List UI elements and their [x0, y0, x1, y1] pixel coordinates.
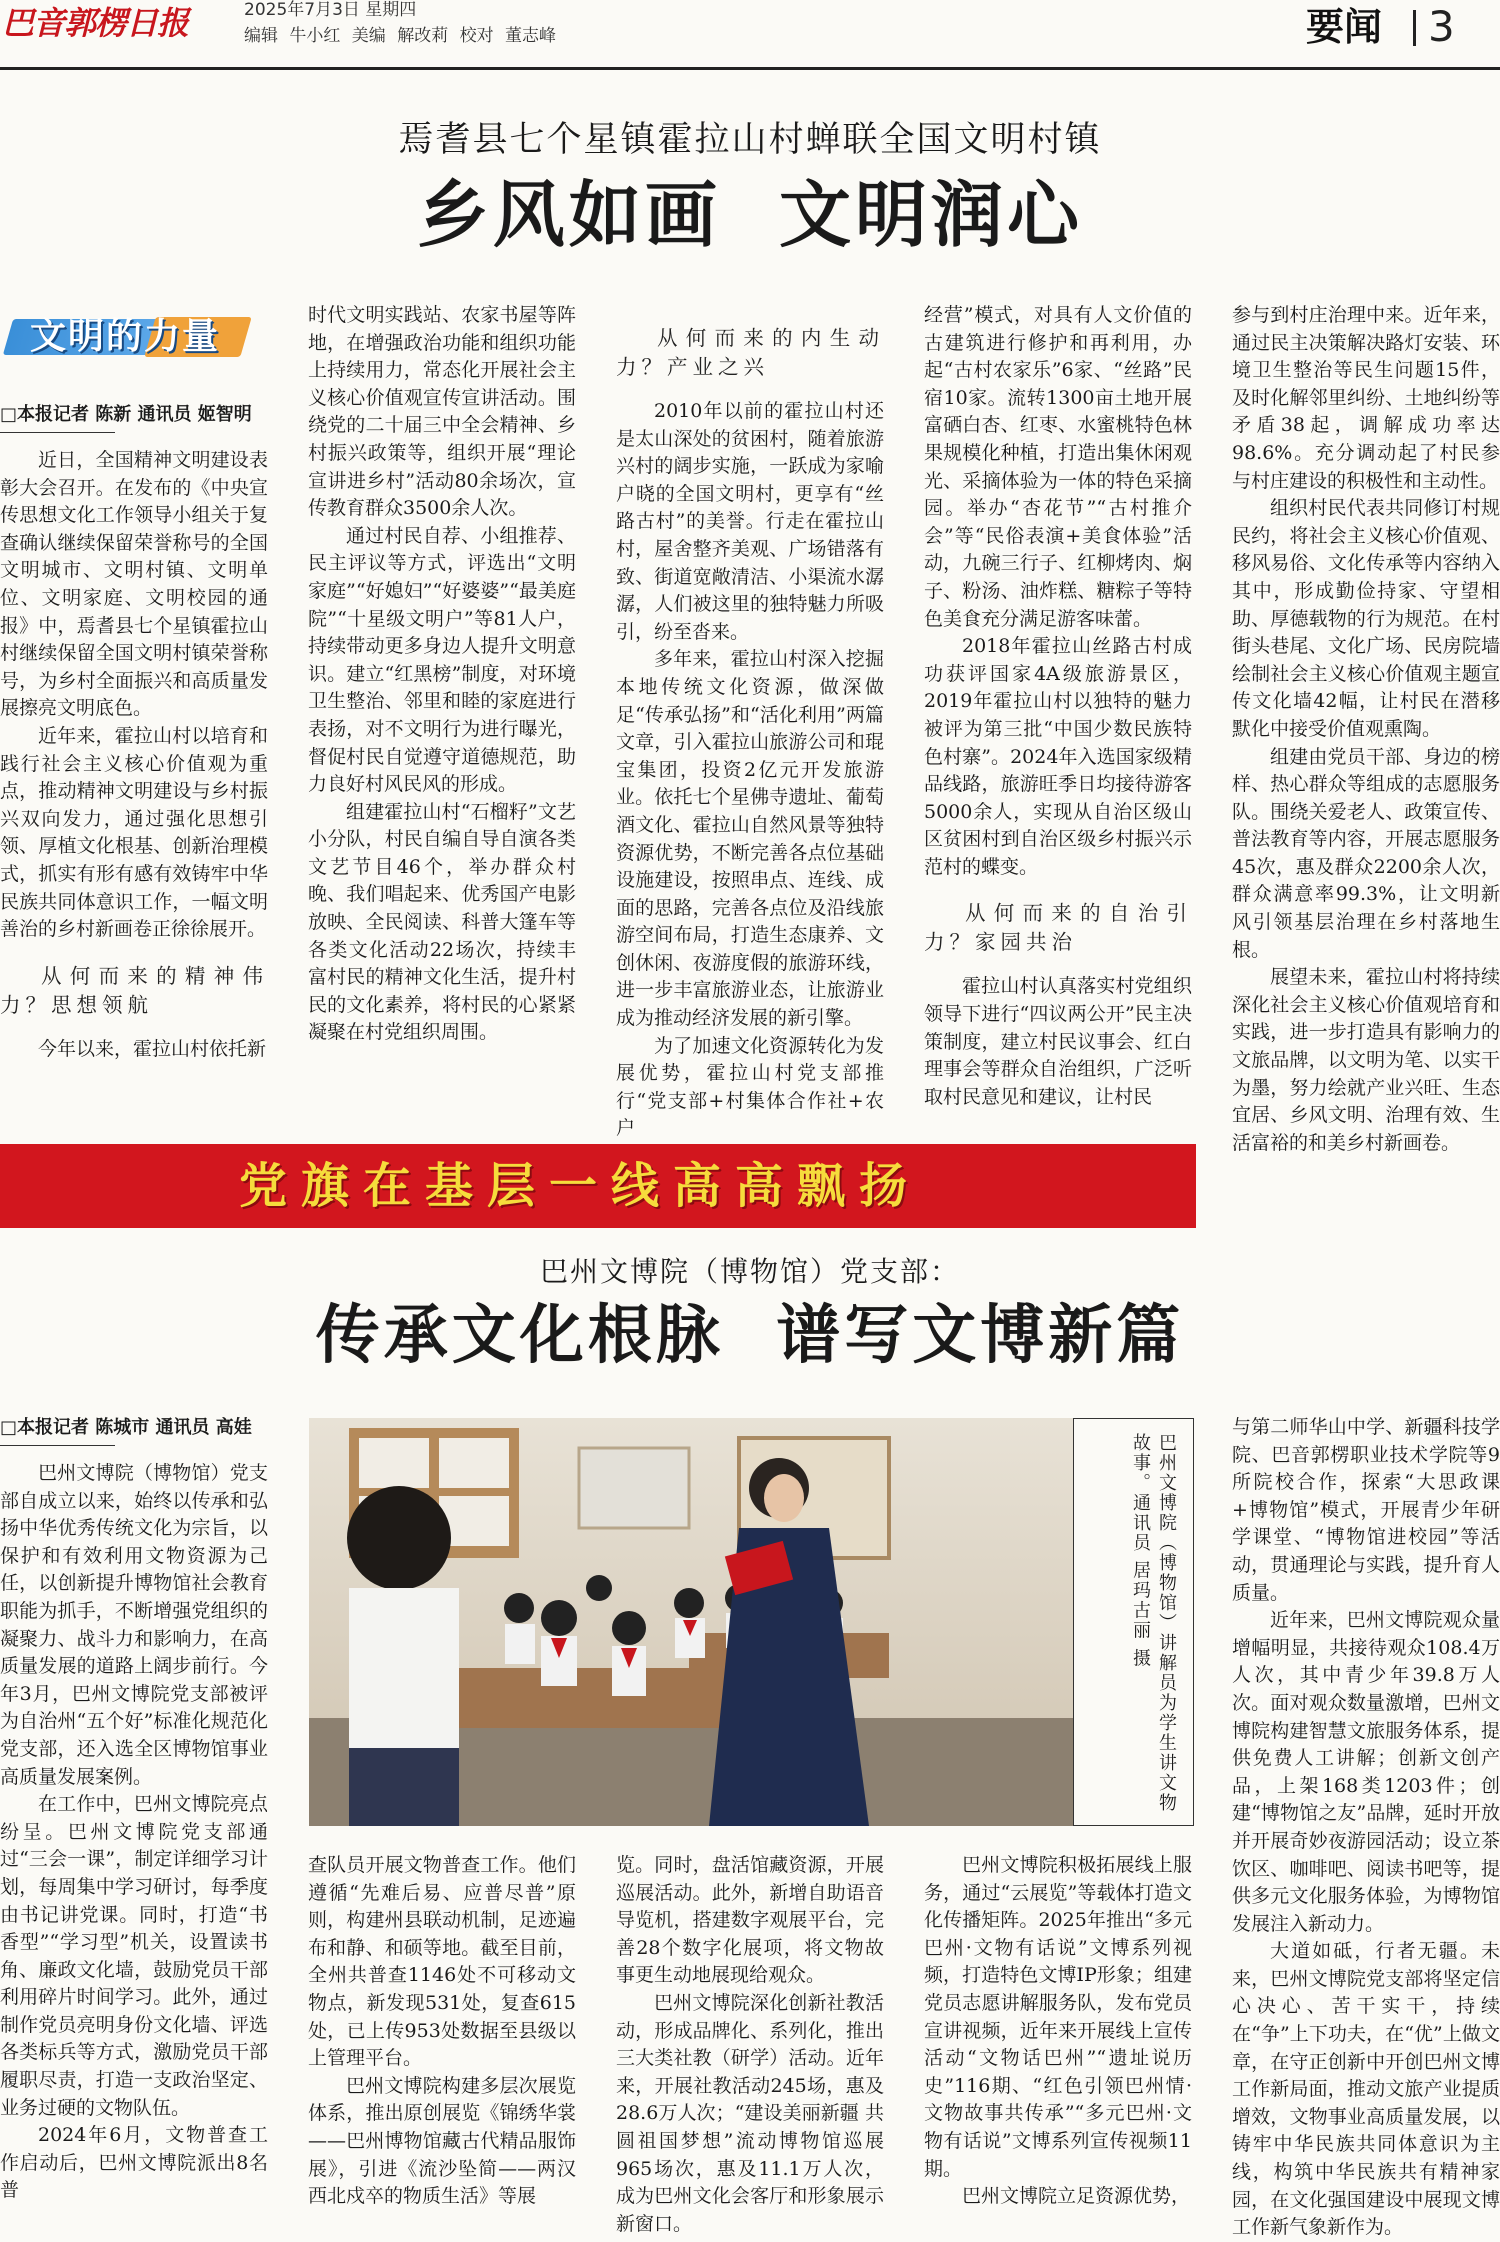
masthead [0, 0, 1500, 70]
page-number: 3 [1428, 2, 1455, 51]
article1-headline: 乡风如画 文明润心 [416, 173, 1084, 257]
paragraph: 巴州文博院构建多层次展览体系，推出原创展览《锦绣华裳——巴州博物馆藏古代精品服饰展》，引进《流沙坠简——两汉西北戍卒的物质生活》等展 [308, 2074, 576, 2208]
article1-byline: □本报记者 陈新 通讯员 姬智明 [0, 404, 252, 425]
party-banner [0, 1144, 1196, 1228]
issue-date: 2025年7月3日 星期四 [244, 0, 417, 20]
article2-column-1 [0, 1414, 268, 2202]
paragraph: 经营”模式，对具有人文价值的古建筑进行修护和再利用，办起“古村农家乐”6家、“丝路”民宿10家。流转1300亩土地开展富硒白杏、红枣、水蜜桃特色林果规模化种植，打造出集休闲观光、采摘体验为一体的特色采摘园。举办“杏花节”“古村推介会”等“民俗表演+美食体验”活动，九碗三行子、红柳烤肉、焖子、粉汤、油炸糕、糖粽子等特色美食充分满足游客味蕾。 [924, 304, 1192, 630]
museum-lecture-photo [309, 1418, 1073, 1826]
article1-subheading-2: 从何而来的内生动力？产业之兴 [616, 326, 884, 379]
paragraph: 2018年霍拉山丝路古村成功获评国家4A级旅游景区，2019年霍拉山村以独特的魅力被评为第三批“中国少数民族特色村寨”。2024年入选国家级精品线路，旅游旺季日均接待游客5000余人，实现从自治区级山区贫困村到自治区级乡村振兴示范村的蝶变。 [924, 635, 1192, 878]
article2-column-3 [616, 1852, 884, 2235]
paragraph: 巴州文博院深化创新社教活动，形成品牌化、系列化，推出三大类社教（研学）活动。近年来，开展社教活动245场，惠及28.6万人次；“建设美丽新疆 共圆祖国梦想”流动博物馆巡展965场次，惠及11.1万人次，成为巴州文化会客厅和形象展示新窗口。 [616, 1991, 884, 2235]
paragraph: 组织村民代表共同修订村规民约，将社会主义核心价值观、移风易俗、文化传承等内容纳入其中，形成勤俭持家、守望相助、厚德载物的行为规范。在村街头巷尾、文化广场、民房院墙绘制社会主义核心价值观主题宣传文化墙42幅，让村民在潜移默化中接受价值观熏陶。 [1232, 497, 1500, 740]
article2-column-4 [924, 1852, 1192, 2208]
article1-column-4 [924, 302, 1192, 1108]
byline-rule [0, 432, 115, 433]
paragraph: 为了加速文化资源转化为发展优势，霍拉山村党支部推行“党支部+村集体合作社+农户 [616, 1034, 884, 1140]
article2-byline: □本报记者 陈城市 通讯员 高娃 [0, 1417, 252, 1438]
paragraph: 组建由党员干部、身边的榜样、热心群众等组成的志愿服务队。围绕关爱老人、政策宣传、普法教育等内容，开展志愿服务45次，惠及群众2200余人次，群众满意率99.3%，让文明新风引领基层治理在乡村落地生根。 [1232, 745, 1500, 961]
article2-headline: 传承文化根脉 谱写文博新篇 [315, 1298, 1185, 1373]
paragraph: 与第二师华山中学、新疆科技学院、巴音郭楞职业技术学院等9所院校合作，探索“大思政课+博物馆”模式，开展青少年研学课堂、“博物馆进校园”等活动，贯通理论与实践，提升育人质量。 [1232, 1416, 1500, 1604]
paragraph: 近年来，巴州文博院观众量增幅明显，共接待观众108.4万人次，其中青少年39.8万人次。面对观众数量激增，巴州文博院构建智慧文旅服务体系，提供免费人工讲解；创新文创产品，上架168类1203件；创建“博物馆之友”品牌，延时开放并开展奇妙夜游园活动；设立茶饮区、咖啡吧、阅读书吧等，提供多元文化服务体验，为博物馆发展注入新动力。 [1232, 1609, 1500, 1935]
article2-kicker: 巴州文博院（博物馆）党支部： [539, 1255, 960, 1288]
article1-subheading-1: 从何而来的精神伟力？思想领航 [0, 963, 268, 1017]
paragraph: 展望未来，霍拉山村将持续深化社会主义核心价值观培育和实践，进一步打造具有影响力的文旅品牌，以文明为笔、以实干为墨，努力绘就产业兴旺、生态宜居、乡风文明、治理有效、生活富裕的和美乡村新画卷。 [1232, 966, 1500, 1154]
paragraph: 查队员开展文物普查工作。他们遵循“先难后易、应普尽普”原则，构建州县联动机制，足迹遍布和静、和硕等地。截至目前，全州共普查1146处不可移动文物点，新发现531处，复查615处，已上传953处数据至县级以上管理平台。 [308, 1854, 576, 2070]
paragraph: 霍拉山村认真落实村党组织领导下进行“四议两公开”民主决策制度，建立村民议事会、红白理事会等群众自治组织，广泛听取村民意见和建议，让村民 [924, 975, 1192, 1108]
issue-staff: 编辑 牛小红 美编 解改莉 校对 董志峰 [244, 26, 557, 46]
paragraph: 巴州文博院积极拓展线上服务，通过“云展览”等载体打造文化传播矩阵。2025年推出“多元巴州·文物有话说”文博系列视频，打造特色文博IP形象；组建党员志愿讲解服务队，发布党员宣讲视频，近年来开展线上宣传活动“文物话巴州”“遗址说历史”116期、“红色引领巴州情·文物故事共传承”“多元巴州·文物有话说”文博系列宣传视频11期。 [924, 1854, 1192, 2180]
article1-column-3 [616, 302, 884, 1140]
paragraph: 近日，全国精神文明建设表彰大会召开。在发布的《中央宣传思想文化工作领导小组关于复查确认继续保留荣誉称号的全国文明城市、文明村镇、文明单位、文明家庭、文明校园的通报》中，焉耆县七个星镇霍拉山村继续保留全国文明村镇荣誉称号，为乡村全面振兴和高质量发展擦亮文明底色。 [0, 449, 268, 720]
paragraph: 2010年以前的霍拉山村还是太山深处的贫困村，随着旅游兴村的阔步实施，一跃成为家喻户晓的全国文明村，更享有“丝路古村”的美誉。行走在霍拉山村，屋舍整齐美观、广场错落有致、街道宽敞清洁、小渠流水潺潺，人们被这里的独特魅力所吸引，纷至沓来。 [616, 400, 884, 643]
paragraph: 参与到村庄治理中来。近年来，通过民主决策解决路灯安装、环境卫生整治等民生问题15件，及时化解邻里纠纷、土地纠纷等矛盾38起，调解成功率达98.6%。充分调动起了村民参与村庄建设的积极性和主动性。 [1232, 304, 1500, 492]
paragraph: 巴州文博院（博物馆）党支部自成立以来，始终以传承和弘扬中华优秀传统文化为宗旨，以保护和有效利用文物资源为己任，以创新提升博物馆社会教育职能为抓手，不断增强党组织的凝聚力、战斗力和影响力，在高质量发展的道路上阔步前行。今年3月，巴州文博院党支部被评为自治州“五个好”标准化规范化党支部，还入选全区博物馆事业高质量发展案例。 [0, 1462, 268, 1788]
section-name: 要闻 [1306, 5, 1383, 49]
paragraph: 巴州文博院立足资源优势， [962, 2185, 1191, 2208]
newspaper-logo: 巴音郭楞日报 [2, 4, 189, 42]
paragraph: 多年来，霍拉山村深入挖掘本地传统文化资源，做深做足“传承弘扬”和“活化利用”两篇文章，引入霍拉山旅游公司和琨宝集团，投资2亿元开发旅游业。依托七个星佛寺遗址、葡萄酒文化、霍拉山自然风景等独特资源优势，不断完善各点位基础设施建设，按照串点、连线、成面的思路，完善各点位及沿线旅游空间布局，打造生态康养、文创休闲、夜游度假的旅游环线，进一步丰富旅游业态，让旅游业成为推动经济发展的新引擎。 [616, 648, 884, 1030]
article1-column-5 [1232, 302, 1500, 1154]
column-label-text: 文明的力量 [30, 316, 221, 357]
article2-column-2 [308, 1852, 576, 2208]
photo-caption-box [1073, 1418, 1194, 1826]
paragraph: 览。同时，盘活馆藏资源，开展巡展活动。此外，新增自助语音导览机，搭建数字观展平台，完善28个数字化展项，将文物故事更生动地展现给观众。 [616, 1854, 884, 1987]
paragraph: 时代文明实践站、农家书屋等阵地，在增强政治功能和组织功能上持续用力，常态化开展社会主义核心价值观宣传宣讲活动。围绕党的二十届三中全会精神、乡村振兴政策等，组织开展“理论宣讲进乡村”活动80余场次，宣传教育群众3500余人次。 [308, 304, 576, 520]
article2-column-5 [1232, 1414, 1500, 2239]
paragraph: 今年以来，霍拉山村依托新 [38, 1037, 267, 1060]
party-banner-text: 党旗在基层一线高高飘扬 [238, 1158, 921, 1214]
article1-kicker: 焉耆县七个星镇霍拉山村蝉联全国文明村镇 [398, 120, 1102, 160]
paragraph: 在工作中，巴州文博院亮点纷呈。巴州文博院党支部通过“三会一课”，制定详细学习计划，每周集中学习研讨，每季度由书记讲党课。同时，打造“书香型”“学习型”机关，设置读书角、廉政文化墙，鼓励党员干部利用碎片时间学习。此外，通过制作党员亮明身份文化墙、评选各类标兵等方式，激励党员干部履职尽责，打造一支政治坚定、业务过硬的文物队伍。 [0, 1793, 268, 2119]
paragraph: 近年来，霍拉山村以培育和践行社会主义核心价值观为重点，推动精神文明建设与乡村振兴双向发力，通过强化思想引领、厚植文化根基、创新治理模式，抓实有形有感有效铸牢中华民族共同体意识工作，一幅文明善治的乡村新画卷正徐徐展开。 [0, 724, 268, 941]
photo-caption: 巴州文博院（博物馆）讲解员为学生讲文物故事。通讯员 居玛古丽 摄 [1130, 1433, 1177, 1813]
byline-rule [0, 1445, 115, 1446]
column-label [0, 309, 246, 363]
photo-illustration [309, 1418, 1073, 1826]
paragraph: 组建霍拉山村“石榴籽”文艺小分队，村民自编自导自演各类文艺节目46个，举办群众村晚、我们唱起来、优秀国产电影放映、全民阅读、科普大篷车等各类文化活动22场次，持续丰富村民的精神文化生活，提升村民的文化素养，将村民的心紧紧凝聚在村党组织周围。 [308, 800, 576, 1044]
paragraph: 2024年6月，文物普查工作启动后，巴州文博院派出8名普 [0, 2124, 268, 2202]
article1-column-2 [308, 302, 576, 1082]
paragraph: 大道如砥，行者无疆。未来，巴州文博院党支部将坚定信心决心、苦干实干，持续在“争”上下功夫，在“优”上做文章，在守正创新中开创巴州文博工作新局面，推动文旅产业提质增效，文物事业高质量发展，以铸牢中华民族共同体意识为主线，构筑中华民族共有精神家园，在文化强国建设中展现文博工作新气象新作为。 [1232, 1940, 1500, 2239]
article1-subheading-3: 从何而来的自治引力？家园共治 [924, 901, 1192, 955]
section-divider [1413, 10, 1416, 46]
masthead-rule [0, 67, 1500, 70]
paragraph: 通过村民自荐、小组推荐、民主评议等方式，评选出“文明家庭”“好媳妇”“好婆婆”“最美庭院”“十星级文明户”等81人户，持续带动更多身边人提升文明意识。建立“红黑榜”制度，对环境卫生整治、邻里和睦的家庭进行表扬，对不文明行为进行曝光，督促村民自觉遵守道德规范，助力良好村风民风的形成。 [308, 524, 576, 796]
article1-column-1 [0, 401, 268, 1081]
